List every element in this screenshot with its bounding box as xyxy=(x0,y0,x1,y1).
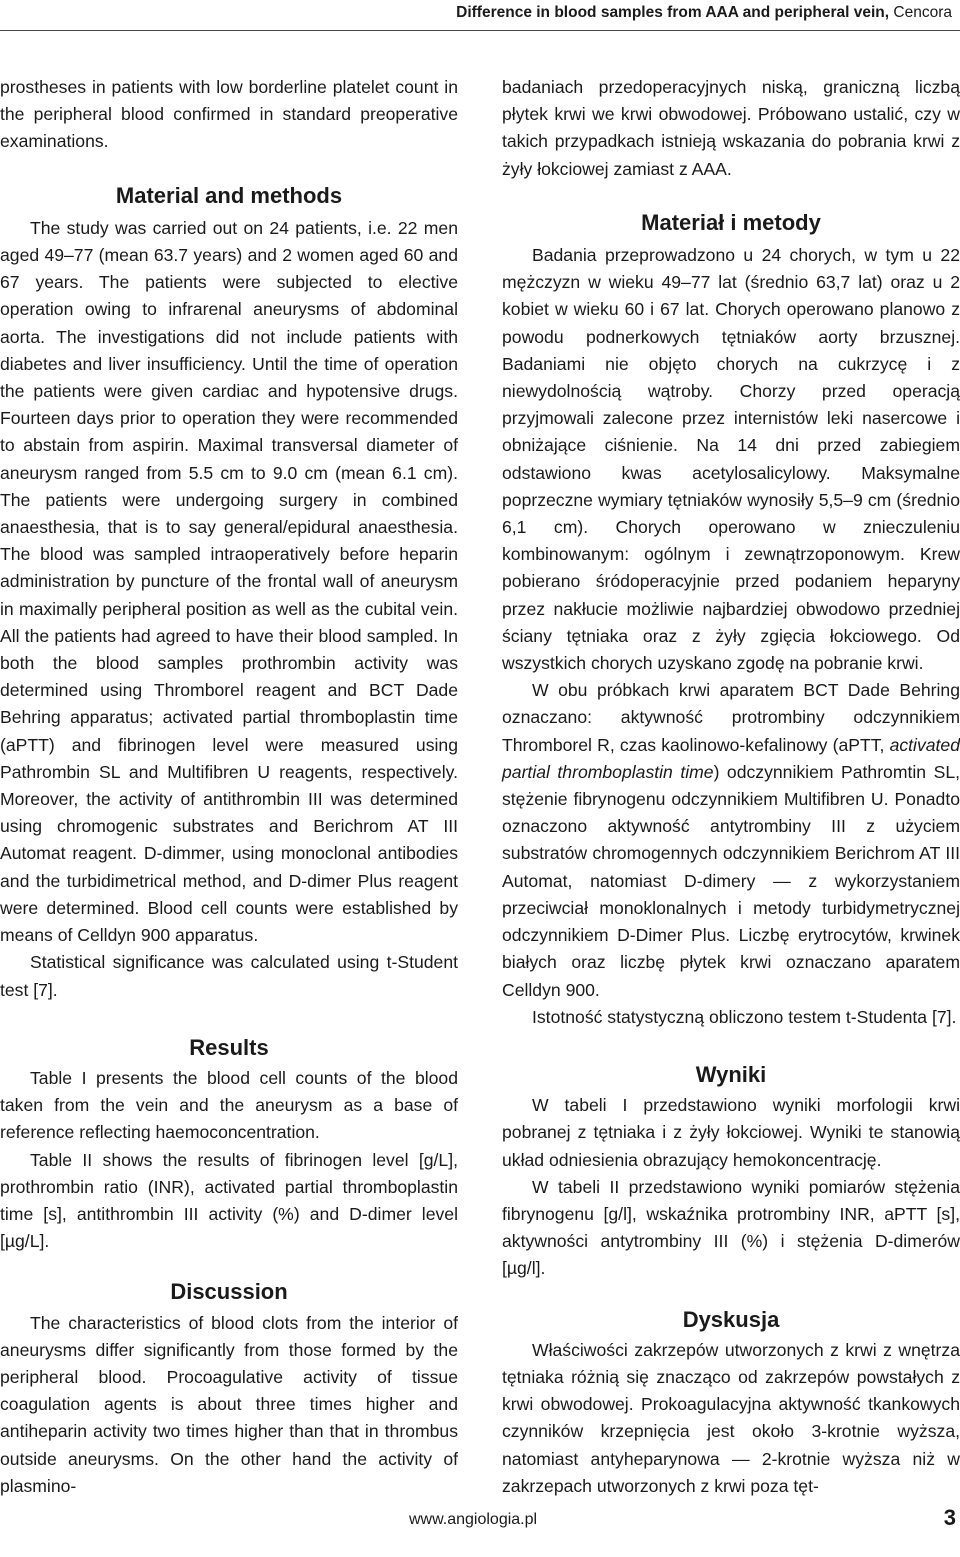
polish-intro-paragraph: badaniach przedoperacyjnych niską, graniczną liczbą płytek krwi we krwi obwodowej. Próbowano ustalić, czy w takich przypadkach istnieją wskazania do pobrania krwi z żyły łokciowej zamiast z AAA. xyxy=(502,77,960,179)
polish-results-heading: Wyniki xyxy=(695,1061,767,1087)
english-column xyxy=(0,74,458,1500)
english-results-paragraph-1: Table I presents the blood cell counts of the blood taken from the vein and the aneurysm as a base of reference reflecting haemoconcentration. xyxy=(0,1067,458,1143)
journal-url[interactable]: www.angiologia.pl xyxy=(409,1511,538,1528)
english-discussion-paragraph: The characteristics of blood clots from the interior of aneurysms differ significantly from those formed by the peripheral blood. Procoagulative activity of tissue coagulation agents is about three times higher and antiheparin activity two times higher than that in thrombus outside aneurysms. On the other hand the activity of plasmino- xyxy=(0,1312,458,1496)
running-header-author: Cencora xyxy=(893,4,952,21)
spacer xyxy=(502,1283,960,1306)
running-header xyxy=(0,0,960,28)
polish-results-paragraph-1: W tabeli I przedstawiono wyniki morfologii krwi pobranej z tętniaka i z żyły łokciowej. Wyniki te stanowią układ odniesienia obrazujący hemokoncentrację. xyxy=(502,1095,960,1170)
polish-reagents-text-a: W obu próbkach krwi aparatem BCT Dade Behring oznaczano: aktywność protrombiny odczynnikiem Thromborel R, czas kaolinowo-kefalinowy (aPTT, xyxy=(502,680,960,755)
english-methods-paragraph: The study was carried out on 24 patients, i.e. 22 men aged 49–77 (mean 63.7 years) and 2 women aged 60 and 67 years. The patients were subjected to elective operation owing to infrarenal aneurysms of abdominal aorta. The investigations did not include patients with diabetes and liver insufficiency. Until the time of operation the patients were given cardiac and hypotensive drugs. Fourteen days prior to operation they were recommended to abstain from aspirin. Maximal transversal diameter of aneurysm ranged from 5.5 cm to 9.0 cm (mean 6.1 cm). The patients were undergoing surgery in combined anaesthesia, that is to say general/epidural anaesthesia. The blood was sampled intraoperatively before heparin administration by puncture of the frontal wall of aneurysm in maximally peripheral position as well as the cubital vein. All the patients had agreed to have their blood sampled. In both the blood samples prothrombin activity was determined using Thromborel reagent and BCT Dade Behring apparatus; activated partial thromboplastin time (aPTT) and fibrinogen level were measured using Pathrombin SL and Multifibren U reagents, respectively. Moreover, the activity of antithrombin III was determined using chromogenic substrates and Berichrom AT III Automat reagent. D-dimmer, using monoclonal antibodies and the turbidimetrical method, and D-dimer Plus reagent were determined. Blood cell counts were established by means of Celldyn 900 apparatus. xyxy=(0,217,458,946)
polish-column xyxy=(502,74,960,1500)
polish-discussion-heading: Dyskusja xyxy=(682,1306,780,1332)
running-header-text xyxy=(456,4,952,22)
polish-reagents-paragraph xyxy=(502,677,960,1003)
polish-methods-heading: Materiał i metody xyxy=(641,209,821,235)
english-results-paragraph-2: Table II shows the results of fibrinogen level [g/L], prothrombin ratio (INR), activated partial thromboplastin time [s], antithrombin III activity (%) and D-dimer level [µg/L]. xyxy=(0,1149,458,1252)
polish-methods-paragraph: Badania przeprowadzono u 24 chorych, w tym u 22 mężczyzn w wieku 49–77 lat (średnio 63,7 lat) oraz u 2 kobiet w wieku 60 i 67 lat. Chorych operowano planowo z powodu podnerkowych tętniaków aorty brzusznej. Badaniami nie objęto chorych na cukrzycę i z niewydolnością wątroby. Chorzy przed operacją przyjmowali zalecone przez internistów leki nasercowe i obniżające ciśnienie. Na 14 dni przed zabiegiem odstawiono kwas acetylosalicylowy. Maksymalne poprzeczne wymiary tętniaków wynosiły 5,5–9 cm (średnio 6,1 cm). Chorych operowano w znieczuleniu kombinowanym: ogólnym i zewnątrzoponowym. Krew pobierano śródoperacyjnie przed podaniem heparyny przez nakłucie możliwie najbardziej obwodowo przedniej ściany tętniaka oraz z żyły zgięcia łokciowego. Od wszystkich chorych uzyskano zgodę na pobranie krwi. xyxy=(502,245,960,674)
page-number: 3 xyxy=(943,1505,956,1530)
polish-results-paragraph-2: W tabeli II przedstawiono wyniki pomiarów stężenia fibrynogenu [g/l], wskaźnika protrombiny INR, aPTT [s], aktywności antytrombiny III (%) i stężenia D-dimerów [µg/l]. xyxy=(502,1176,960,1279)
header-rule xyxy=(0,30,960,31)
english-intro-paragraph: prostheses in patients with low borderline platelet count in the peripheral blood confirmed in standard preoperative examinations. xyxy=(0,77,458,152)
english-results-heading: Results xyxy=(189,1034,269,1060)
polish-discussion-paragraph: Właściwości zakrzepów utworzonych z krwi z wnętrza tętniaka różnią się znacząco od zakrzepów powstałych z krwi obwodowej. Prokoagulacyjna aktywność tkankowych czynników krzepnięcia jest około 3-krotnie wyższa, natomiast antyheparynowa — 2-krotnie wyższa niż w zakrzepach utworzonych z krwi poza tęt- xyxy=(502,1339,960,1496)
polish-statistics-paragraph: Istotność statystyczną obliczono testem t-Studenta [7]. xyxy=(532,1006,957,1027)
running-header-title: Difference in blood samples from AAA and peripheral vein, xyxy=(456,4,890,21)
polish-reagents-italic: activated partial thromboplastin time xyxy=(502,734,960,782)
polish-reagents-text-b: ) odczynnikiem Pathromtin SL, stężenie fibrynogenu odczynnikiem Multifibren U. Ponadto oznaczono aktywność antytrombiny III z użyciem substratów chromogennych odczynnikiem Berichrom AT III Automat, natomiast D-dimery — z wykorzystaniem przeciwciał monoklonalnych i metody turbidymetrycznej odczynnikiem D-Dimer Plus. Liczbę erytrocytów, krwinek białych oraz liczbę płytek krwi oznaczano aparatem Celldyn 900. xyxy=(502,761,960,1000)
english-methods-heading: Material and methods xyxy=(115,182,343,208)
english-statistics-paragraph: Statistical significance was calculated using t-Student test [7]. xyxy=(0,952,458,1000)
english-discussion-heading: Discussion xyxy=(170,1279,288,1305)
spacer xyxy=(0,1255,458,1278)
